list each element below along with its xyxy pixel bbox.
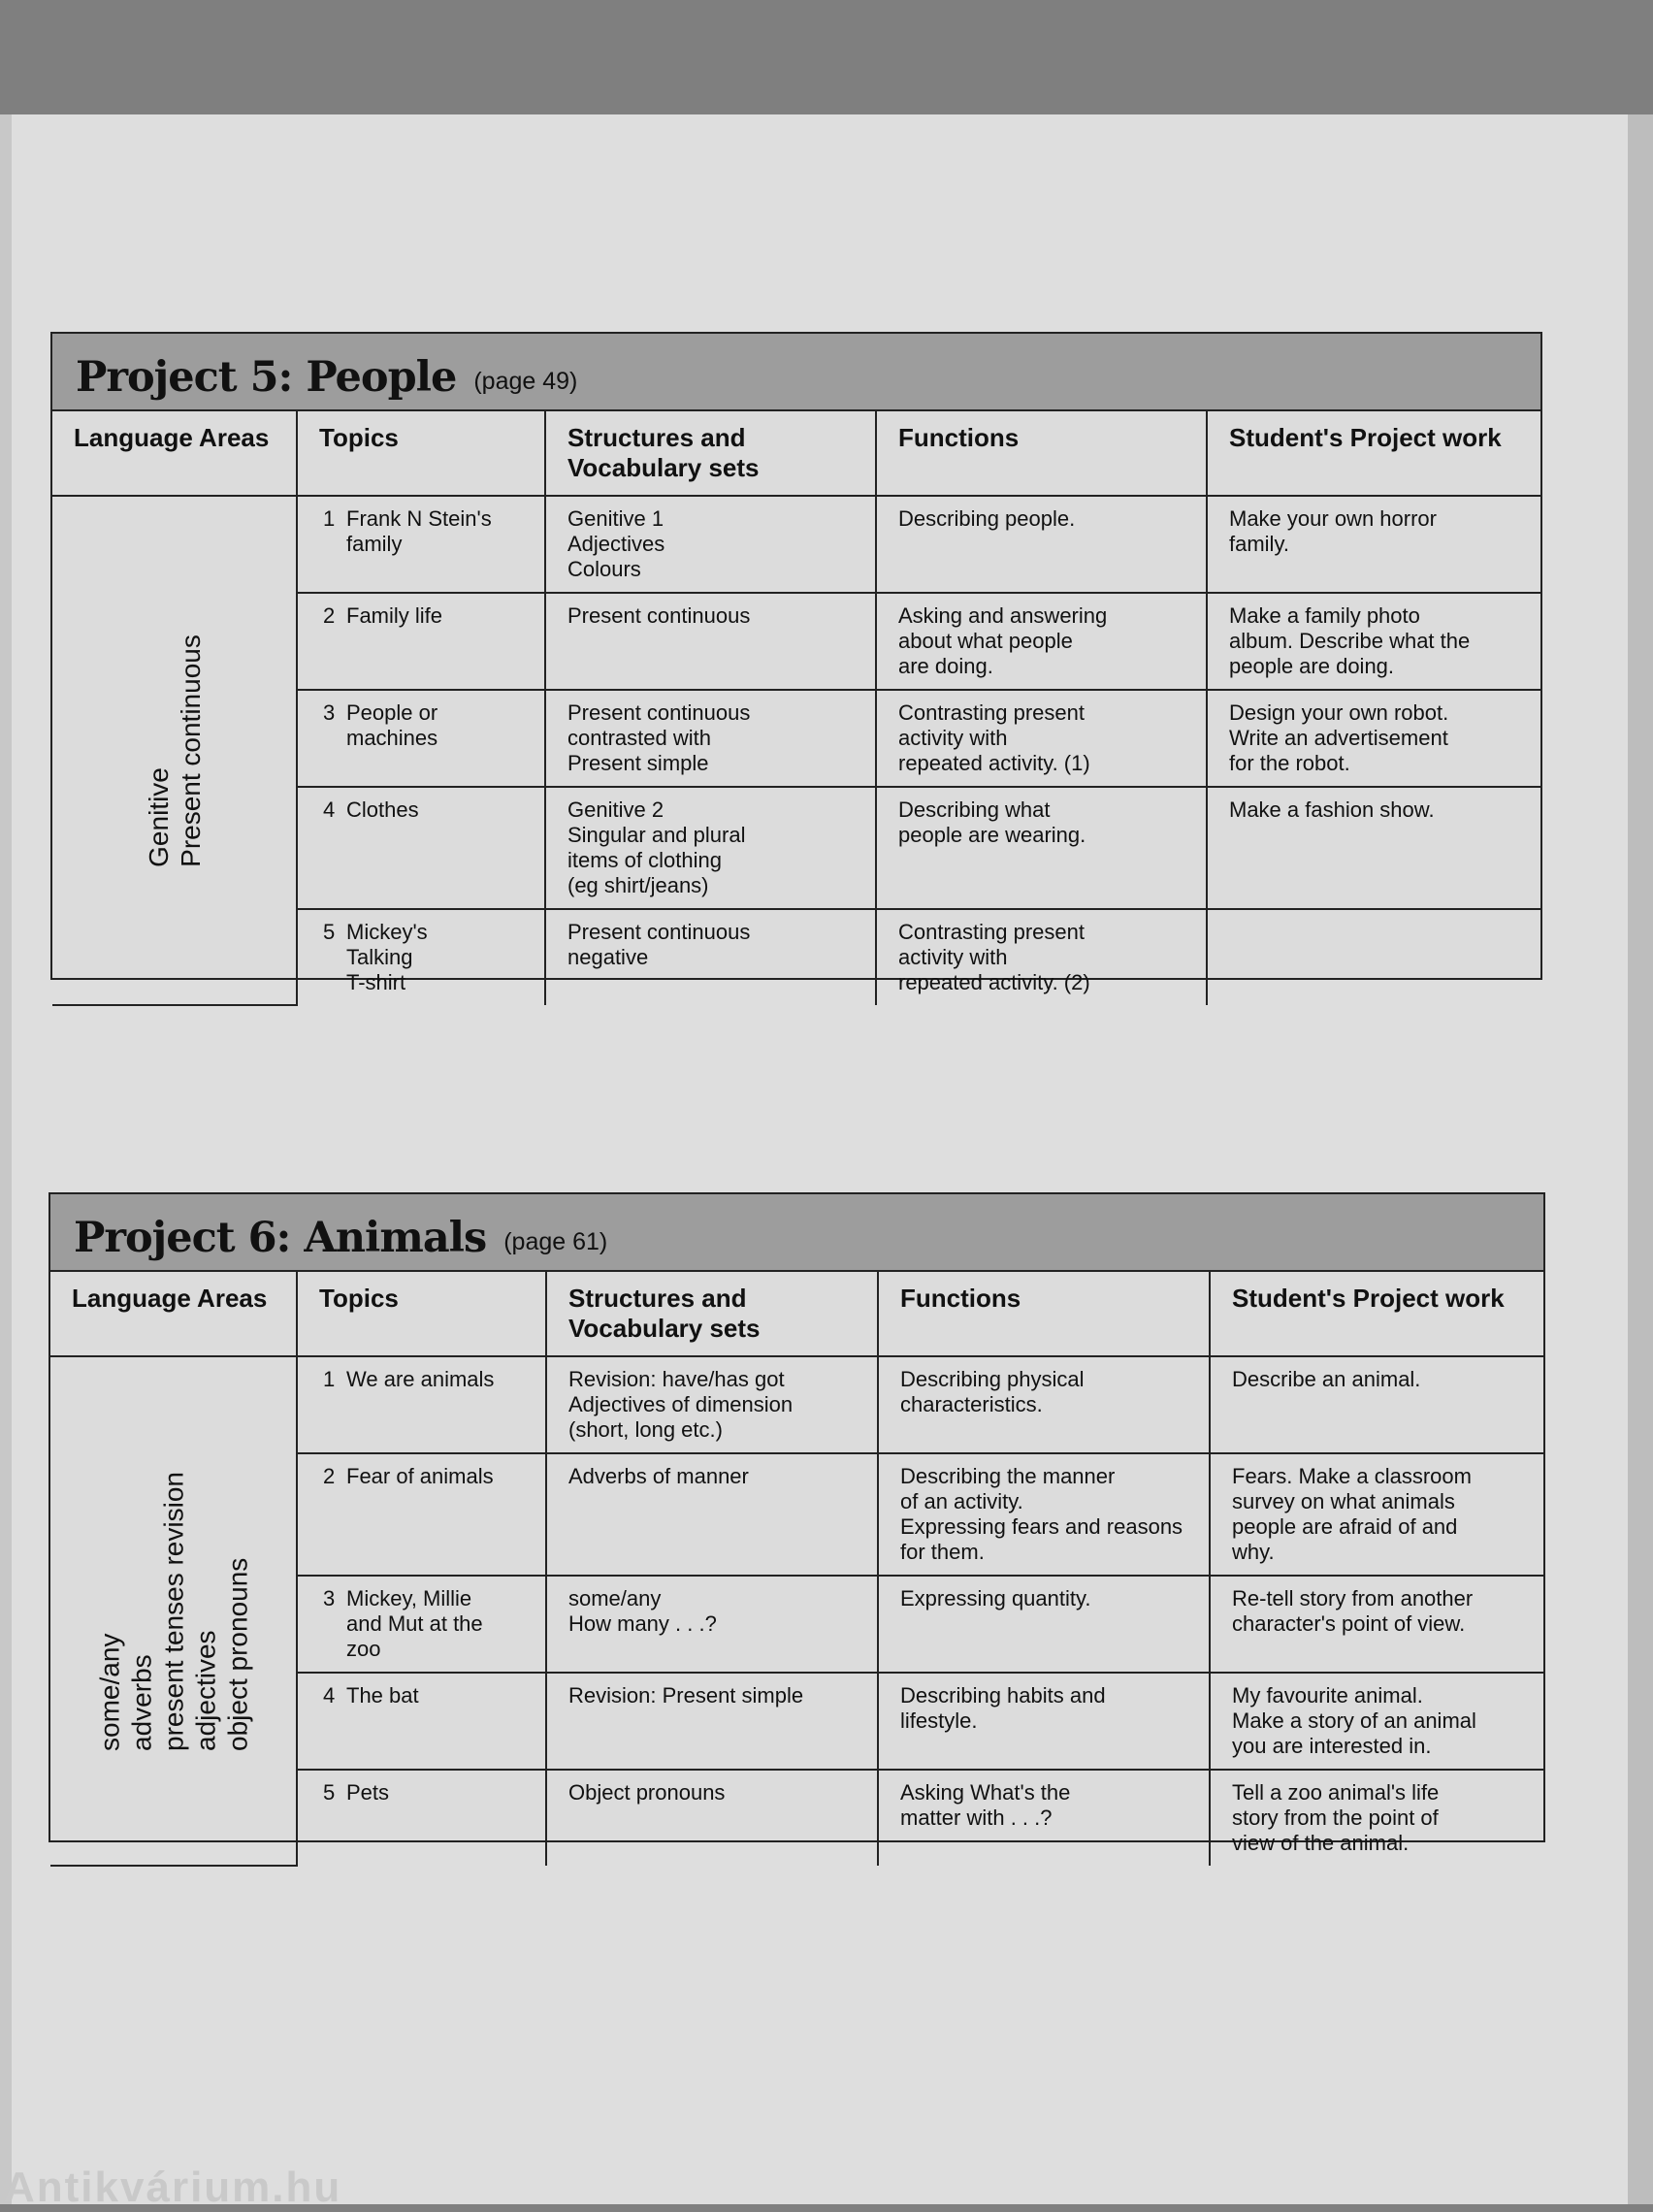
table-row <box>50 1356 1543 1453</box>
work-line: album. Describe what the <box>1229 629 1471 653</box>
topic-text <box>346 1586 483 1662</box>
language-area-line: object pronouns <box>222 1557 252 1751</box>
col-header-functions: Functions <box>876 411 1207 496</box>
language-areas-cell <box>50 1356 297 1866</box>
structures-line: Present continuous <box>567 700 751 725</box>
book-spine <box>0 114 12 2204</box>
topic-line: and Mut at the <box>346 1611 483 1636</box>
work-line: family. <box>1229 532 1289 556</box>
work-line: view of the animal. <box>1232 1831 1410 1855</box>
language-area-line: some/any <box>94 1633 124 1751</box>
work-cell <box>1210 1453 1543 1576</box>
functions-line: activity with <box>898 726 1008 750</box>
topic-number: 4 <box>323 1683 336 1708</box>
functions-line: Describing the manner <box>900 1464 1116 1488</box>
structures-line: Adverbs of manner <box>568 1464 749 1488</box>
work-cell <box>1210 1770 1543 1866</box>
project-page-ref: (page 49) <box>473 368 578 395</box>
topic-line: machines <box>346 726 438 750</box>
topic-text <box>346 1683 419 1708</box>
topic-cell <box>297 787 545 909</box>
language-areas-cell <box>52 496 297 1005</box>
functions-cell <box>878 1576 1210 1673</box>
col-header-structures: Structures and Vocabulary sets <box>545 411 876 496</box>
functions-line: Expressing quantity. <box>900 1586 1091 1610</box>
structures-line: Present continuous <box>567 603 751 628</box>
topic-cell <box>297 1356 546 1453</box>
topic-line: People or <box>346 700 438 725</box>
topic-text <box>346 1367 494 1392</box>
topic-number: 1 <box>323 506 336 531</box>
topic-text <box>346 603 442 629</box>
work-line: Make a family photo <box>1229 603 1420 628</box>
language-area-line: adverbs <box>126 1653 156 1751</box>
topic-line: We are animals <box>346 1367 495 1391</box>
structures-line: (eg shirt/jeans) <box>567 873 709 897</box>
functions-line: characteristics. <box>900 1392 1043 1416</box>
structures-cell <box>545 690 876 787</box>
topic-text <box>346 797 419 823</box>
project-page-ref: (page 61) <box>503 1228 608 1255</box>
structures-cell <box>546 1770 878 1866</box>
work-line: Make a fashion show. <box>1229 797 1435 822</box>
watermark: Antikvárium.hu <box>4 2163 342 2211</box>
work-cell <box>1207 496 1540 593</box>
topic-number: 1 <box>323 1367 336 1391</box>
work-cell <box>1210 1673 1543 1770</box>
functions-cell <box>876 496 1207 593</box>
work-cell <box>1207 787 1540 909</box>
functions-cell <box>878 1453 1210 1576</box>
structures-line: some/any <box>568 1586 662 1610</box>
col-header-topics: Topics <box>297 1272 546 1356</box>
project-6-header <box>50 1194 1543 1272</box>
work-cell <box>1207 690 1540 787</box>
structures-line: negative <box>567 945 649 969</box>
topic-text <box>346 506 492 557</box>
topic-line: Pets <box>346 1780 390 1805</box>
functions-cell <box>876 787 1207 909</box>
language-areas-text <box>93 1472 253 1751</box>
topic-cell <box>297 1770 546 1866</box>
structures-cell <box>546 1673 878 1770</box>
col-header-work: Student's Project work <box>1207 411 1540 496</box>
structures-line: (short, long etc.) <box>568 1417 723 1442</box>
work-cell <box>1210 1356 1543 1453</box>
structures-line: Genitive 2 <box>567 797 664 822</box>
work-line: people are afraid of and <box>1232 1514 1458 1539</box>
project-6-table <box>49 1192 1545 1855</box>
functions-line: Describing habits and <box>900 1683 1106 1708</box>
structures-line: Revision: Present simple <box>568 1683 804 1708</box>
structures-line: Revision: have/has got <box>568 1367 785 1391</box>
functions-line: Contrasting present <box>898 920 1085 944</box>
functions-line: for them. <box>900 1540 985 1564</box>
project-5-grid <box>52 411 1540 1006</box>
topic-line: Mickey, Millie <box>346 1586 472 1610</box>
structures-line: Present continuous <box>567 920 751 944</box>
structures-line: Adjectives <box>567 532 665 556</box>
topic-text <box>346 700 438 751</box>
work-line: Describe an animal. <box>1232 1367 1421 1391</box>
functions-cell <box>876 593 1207 690</box>
functions-line: repeated activity. (1) <box>898 751 1090 775</box>
topic-number: 2 <box>323 603 336 628</box>
structures-cell <box>546 1453 878 1576</box>
work-line: people are doing. <box>1229 654 1395 678</box>
topic-line: T-shirt <box>346 970 406 994</box>
functions-line: Asking and answering <box>898 603 1108 628</box>
col-header-areas: Language Areas <box>50 1272 297 1356</box>
work-line: you are interested in. <box>1232 1734 1432 1758</box>
structures-cell <box>545 496 876 593</box>
topic-line: Frank N Stein's <box>346 506 492 531</box>
functions-line: Asking What's the <box>900 1780 1071 1805</box>
structures-cell <box>546 1576 878 1673</box>
topic-number: 3 <box>323 700 336 725</box>
work-line: Fears. Make a classroom <box>1232 1464 1472 1488</box>
functions-line: matter with . . .? <box>900 1805 1053 1830</box>
col-header-areas: Language Areas <box>52 411 297 496</box>
functions-cell <box>876 909 1207 1005</box>
header-row <box>52 411 1540 496</box>
functions-line: Expressing fears and reasons <box>900 1514 1183 1539</box>
functions-line: Describing people. <box>898 506 1076 531</box>
work-line: Make your own horror <box>1229 506 1437 531</box>
functions-cell <box>878 1770 1210 1866</box>
topic-line: Clothes <box>346 797 419 822</box>
structures-line: Colours <box>567 557 641 581</box>
functions-line: lifestyle. <box>900 1708 978 1733</box>
work-line: My favourite animal. <box>1232 1683 1423 1708</box>
functions-line: Describing what <box>898 797 1051 822</box>
work-cell <box>1207 593 1540 690</box>
language-area-line: adjectives <box>190 1629 220 1751</box>
work-line: character's point of view. <box>1232 1611 1466 1636</box>
col-header-topics: Topics <box>297 411 545 496</box>
project-title: Project 6: Animals <box>74 1214 487 1262</box>
functions-line: of an activity. <box>900 1489 1023 1513</box>
language-areas-text <box>143 634 207 867</box>
structures-cell <box>545 909 876 1005</box>
structures-line: contrasted with <box>567 726 711 750</box>
work-line: why. <box>1232 1540 1275 1564</box>
topic-text <box>346 1464 494 1489</box>
topic-line: family <box>346 532 403 556</box>
functions-cell <box>876 690 1207 787</box>
col-header-work: Student's Project work <box>1210 1272 1543 1356</box>
col-header-structures: Structures and Vocabulary sets <box>546 1272 878 1356</box>
functions-line: activity with <box>898 945 1008 969</box>
header-row <box>50 1272 1543 1356</box>
structures-cell <box>546 1356 878 1453</box>
functions-cell <box>878 1673 1210 1770</box>
structures-line: items of clothing <box>567 848 722 872</box>
structures-line: Object pronouns <box>568 1780 726 1805</box>
structures-line: How many . . .? <box>568 1611 717 1636</box>
work-cell <box>1210 1576 1543 1673</box>
work-line: Design your own robot. <box>1229 700 1449 725</box>
project-title: Project 5: People <box>76 353 457 402</box>
topic-line: Mickey's <box>346 920 428 944</box>
language-area-line: Genitive <box>143 766 174 867</box>
topic-number: 5 <box>323 1780 336 1805</box>
topic-number: 5 <box>323 920 336 944</box>
work-line: story from the point of <box>1232 1805 1439 1830</box>
functions-line: people are wearing. <box>898 823 1086 847</box>
topic-cell <box>297 909 545 1005</box>
topic-cell <box>297 1673 546 1770</box>
topic-cell <box>297 690 545 787</box>
topic-number: 3 <box>323 1586 336 1610</box>
structures-cell <box>545 593 876 690</box>
topic-cell <box>297 593 545 690</box>
functions-line: Contrasting present <box>898 700 1085 725</box>
language-area-line: present tenses revision <box>158 1471 188 1751</box>
topic-line: The bat <box>346 1683 419 1708</box>
work-cell <box>1207 909 1540 1005</box>
topic-line: zoo <box>346 1637 381 1661</box>
structures-cell <box>545 787 876 909</box>
topic-number: 2 <box>323 1464 336 1488</box>
work-line: Write an advertisement <box>1229 726 1448 750</box>
topic-cell <box>297 496 545 593</box>
structures-line: Genitive 1 <box>567 506 664 531</box>
language-area-line: Present continuous <box>175 634 206 867</box>
structures-line: Singular and plural <box>567 823 746 847</box>
structures-line: Adjectives of dimension <box>568 1392 794 1416</box>
page-edge <box>1628 114 1653 2204</box>
table-row <box>52 496 1540 593</box>
topic-line: Talking <box>346 945 413 969</box>
functions-line: about what people <box>898 629 1073 653</box>
project-5-header <box>52 334 1540 411</box>
project-5-table <box>50 332 1542 994</box>
topic-text <box>346 1780 389 1805</box>
topic-line: Family life <box>346 603 443 628</box>
functions-line: are doing. <box>898 654 993 678</box>
functions-line: Describing physical <box>900 1367 1085 1391</box>
work-line: for the robot. <box>1229 751 1350 775</box>
col-header-functions: Functions <box>878 1272 1210 1356</box>
project-6-grid <box>50 1272 1543 1867</box>
topic-line: Fear of animals <box>346 1464 494 1488</box>
work-line: Make a story of an animal <box>1232 1708 1476 1733</box>
work-line: Tell a zoo animal's life <box>1232 1780 1440 1805</box>
work-line: survey on what animals <box>1232 1489 1455 1513</box>
work-line: Re-tell story from another <box>1232 1586 1474 1610</box>
functions-line: repeated activity. (2) <box>898 970 1090 994</box>
topic-cell <box>297 1576 546 1673</box>
topic-number: 4 <box>323 797 336 822</box>
topic-cell <box>297 1453 546 1576</box>
structures-line: Present simple <box>567 751 709 775</box>
topic-text <box>346 920 428 995</box>
functions-cell <box>878 1356 1210 1453</box>
